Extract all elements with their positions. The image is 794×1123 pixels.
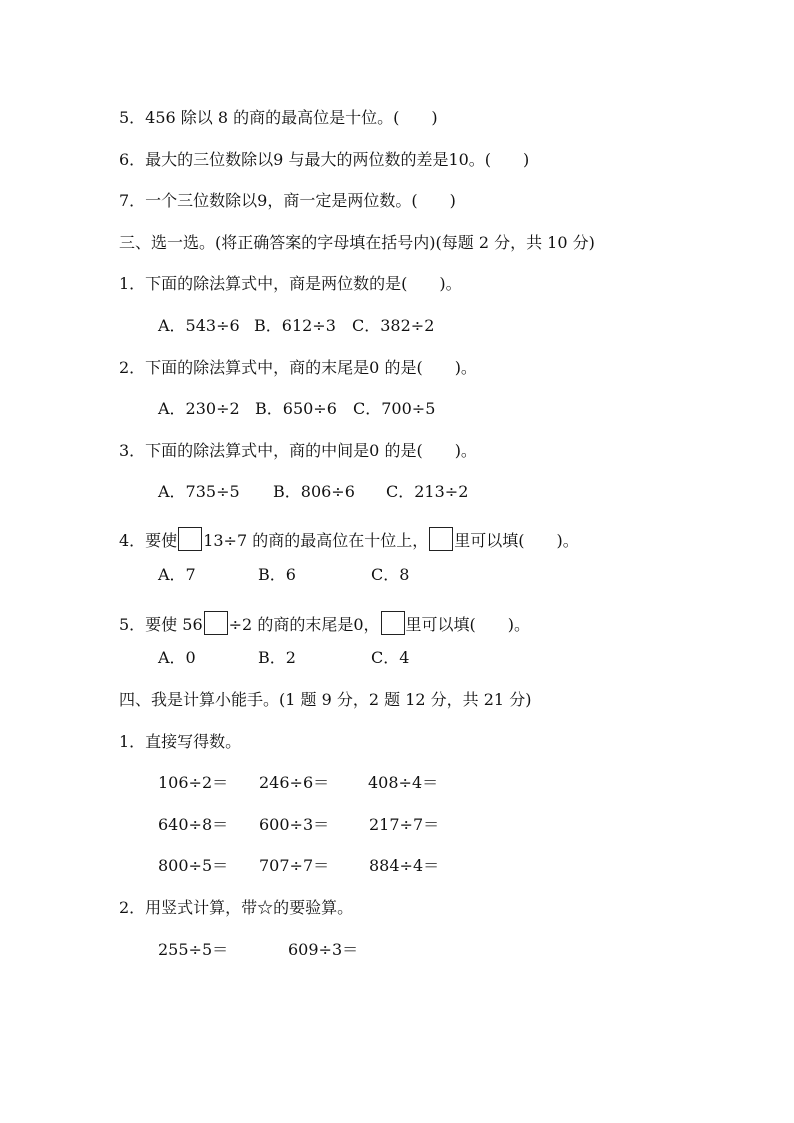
option-c: C．4	[371, 648, 410, 667]
choice-q5	[119, 611, 530, 635]
section3-title: 三、选一选。(将正确答案的字母填在括号内)(每题 2 分，共 10 分)	[119, 233, 595, 252]
choice-q4-suffix: 里可以填( )。	[454, 531, 579, 550]
option-b: B．2	[258, 648, 296, 667]
calc-row-2	[158, 815, 439, 835]
calc-item: 609÷3＝	[288, 940, 359, 959]
choice-q2: 2．下面的除法算式中，商的末尾是0 的是( )。	[119, 358, 477, 377]
blank-box	[381, 611, 405, 635]
choice-q1: 1．下面的除法算式中，商是两位数的是( )。	[119, 274, 462, 293]
section4-title: 四、我是计算小能手。(1 题 9 分，2 题 12 分，共 21 分)	[119, 690, 532, 709]
choice-q3: 3．下面的除法算式中，商的中间是0 的是( )。	[119, 441, 477, 460]
judge-item-5: 5．456 除以 8 的商的最高位是十位。( )	[119, 108, 438, 127]
choice-q5-prefix: 5．要使 56	[119, 615, 203, 634]
choice-q4	[119, 527, 579, 551]
blank-box	[178, 527, 202, 551]
choice-q1-options	[158, 316, 434, 336]
option-c: C．8	[371, 565, 410, 584]
calc-q2: 2．用竖式计算，带☆的要验算。	[119, 898, 354, 917]
choice-q5-suffix: 里可以填( )。	[405, 615, 530, 634]
choice-q4-middle: 13÷7 的商的最高位在十位上，	[203, 531, 429, 550]
option-a: A．230÷2	[158, 399, 240, 418]
blank-box	[204, 611, 228, 635]
calc-row-3	[158, 856, 439, 876]
choice-q4-prefix: 4．要使	[119, 531, 178, 550]
calc-item: 255÷5＝	[158, 940, 229, 959]
option-a: A．0	[158, 648, 196, 667]
calc-item: 217÷7＝	[369, 815, 440, 834]
option-b: B．650÷6	[255, 399, 337, 418]
option-a: A．543÷6	[158, 316, 240, 335]
option-a: A．7	[158, 565, 196, 584]
calc-row-1	[158, 773, 438, 793]
judge-item-7: 7．一个三位数除以9，商一定是两位数。( )	[119, 191, 456, 210]
option-c: C．213÷2	[386, 482, 469, 501]
calc-item: 800÷5＝	[158, 856, 229, 875]
vertical-calc-row	[158, 940, 358, 960]
option-b: B．612÷3	[254, 316, 336, 335]
calc-item: 408÷4＝	[368, 773, 439, 792]
option-a: A．735÷5	[158, 482, 240, 501]
option-c: C．700÷5	[353, 399, 436, 418]
choice-q5-options	[158, 648, 409, 668]
calc-item: 640÷8＝	[158, 815, 229, 834]
choice-q3-options	[158, 482, 468, 502]
option-b: B．6	[258, 565, 296, 584]
calc-item: 600÷3＝	[259, 815, 330, 834]
blank-box	[429, 527, 453, 551]
calc-item: 246÷6＝	[259, 773, 330, 792]
choice-q2-options	[158, 399, 435, 419]
judge-item-6: 6．最大的三位数除以9 与最大的两位数的差是10。( )	[119, 150, 530, 169]
calc-item: 707÷7＝	[259, 856, 330, 875]
choice-q4-options	[158, 565, 409, 585]
calc-item: 106÷2＝	[158, 773, 229, 792]
option-c: C．382÷2	[352, 316, 435, 335]
calc-item: 884÷4＝	[369, 856, 440, 875]
calc-q1: 1．直接写得数。	[119, 732, 242, 751]
choice-q5-middle: ÷2 的商的末尾是0，	[228, 615, 380, 634]
option-b: B．806÷6	[273, 482, 355, 501]
